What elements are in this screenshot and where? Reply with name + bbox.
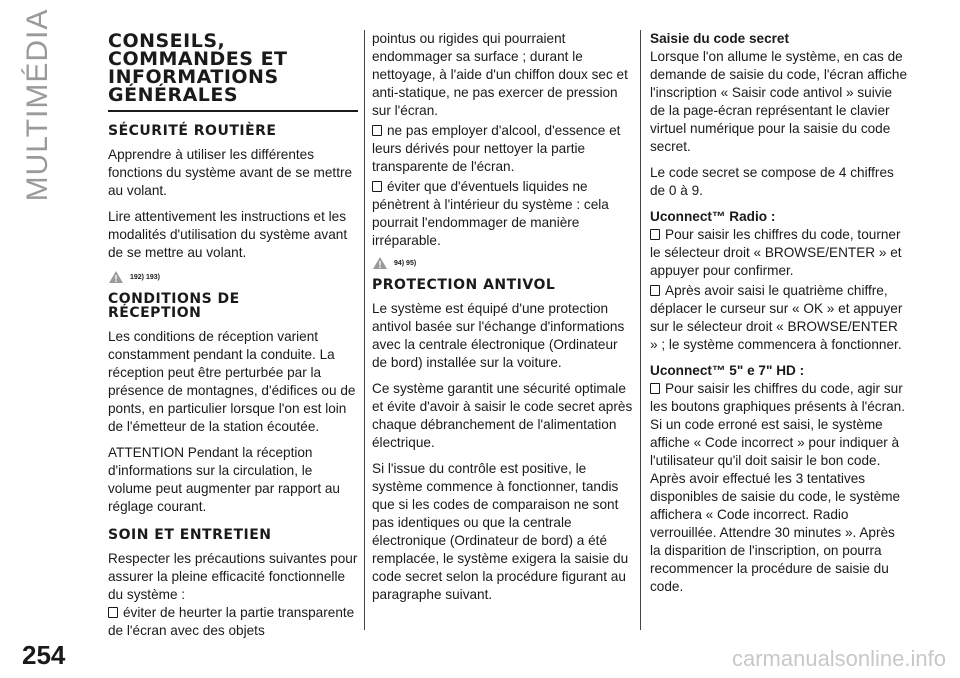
warning-refs: 192) 193) [130, 273, 160, 281]
main-title-line: COMMANDES ET [108, 48, 288, 70]
paragraph: Respecter les précautions suivantes pour assurer la pleine efficacité fonctionnelle du système : [108, 551, 358, 602]
paragraph: Si l'issue du contrôle est positive, le système commence à fonctionner, tandis que si les codes de comparaison ne sont pas identiques ou que la centrale électronique (Ordinateur de bord) a été remplacée, le système exigera la saisie du code secret selon la procédure figurant au paragraphe suivant. [372, 461, 629, 602]
bullet-item: Pour saisir les chiffres du code, agir sur les boutons graphiques présents à l'écran. [650, 380, 908, 416]
section-side-label [10, 8, 66, 202]
bullet-item: ne pas employer d'alcool, d'essence et leurs dérivés pour nettoyer la partie transparente de l'écran. [372, 122, 634, 176]
bullet-item: éviter que d'éventuels liquides ne pénètrent à l'intérieur du système : cela pourrait l'endommager de manière irréparable. [372, 178, 634, 250]
paragraph: ATTENTION Pendant la réception d'informations sur la circulation, le volume peut augmenter par rapport au réglage courant. [108, 445, 340, 514]
subheading-saisie: Saisie du code secret [650, 31, 790, 46]
section-side-label-text: MULTIMÉDIA [21, 8, 54, 202]
paragraph: Le code secret se compose de 4 chiffres de 0 à 9. [650, 165, 894, 198]
paragraph: Si un code erroné est saisi, le système affiche « Code incorrect » pour indiquer à l'utilisateur qu'il doit saisir le bon code. [650, 417, 900, 468]
heading-reception: CONDITIONS DE RÉCEPTION [108, 291, 240, 321]
heading-antivol: PROTECTION ANTIVOL [372, 277, 556, 293]
column-2 [372, 30, 634, 612]
paragraph: Ce système garantit une sécurité optimale et évite d'avoir à saisir le code secret après chaque débranchement de l'alimentation électrique. [372, 381, 633, 450]
warning-triangle-icon [372, 256, 388, 270]
subheading-uconnect-radio: Uconnect™ Radio : [650, 209, 776, 224]
paragraph: Lire attentivement les instructions et les modalités d'utilisation du système avant de se mettre au volant. [108, 209, 348, 260]
main-title [108, 32, 358, 112]
main-title-line: CONSEILS, [108, 30, 226, 52]
column-3 [650, 30, 908, 604]
heading-securite: SÉCURITÉ ROUTIÈRE [108, 123, 277, 139]
heading-soin: SOIN ET ENTRETIEN [108, 527, 272, 543]
warning-refs: 94) 95) [394, 259, 417, 267]
paragraph: pointus ou rigides qui pourraient endommager sa surface ; durant le nettoyage, à l'aide d'un chiffon doux sec et anti-statique, ne pas exercer de pression sur l'écran. [372, 31, 628, 118]
warning-reference [372, 256, 634, 270]
subheading-uconnect-hd: Uconnect™ 5" e 7" HD : [650, 363, 805, 378]
column-divider-1 [364, 30, 365, 630]
paragraph: Lorsque l'on allume le système, en cas de demande de saisie du code, l'écran affiche l'inscription « Saisir code antivol » suivie de la page-écran représentant le clavier virtuel numérique pour la saisie du code secret. [650, 49, 908, 154]
main-title-line: INFORMATIONS [108, 66, 279, 88]
main-title-line: GÉNÉRALES [108, 84, 239, 106]
page-number: 254 [22, 640, 66, 670]
paragraph: Le système est équipé d'une protection antivol basée sur l'échange d'informations avec la centrale électronique (Ordinateur de bord) installée sur la voiture. [372, 301, 625, 370]
warning-triangle-icon [108, 270, 124, 284]
bullet-item: Pour saisir les chiffres du code, tourner le sélecteur droit « BROWSE/ENTER » et appuyer pour confirmer. [650, 226, 908, 280]
paragraph: Après avoir effectué les 3 tentatives disponibles de saisie du code, le système affichera « Code incorrect. Radio verrouillée. Attendre 30 minutes ». Après la disparition de l'inscription, on pourra recommencer la procédure de saisie du code. [650, 471, 901, 594]
bullet-item: Après avoir saisi le quatrième chiffre, déplacer le curseur sur « OK » et appuyer sur le sélecteur droit « BROWSE/ENTER » ; le système commencera à fonctionner. [650, 282, 908, 354]
bullet-item: éviter de heurter la partie transparente de l'écran avec des objets [108, 604, 358, 640]
watermark: carmanualsonline.info [731, 646, 946, 671]
paragraph: Apprendre à utiliser les différentes fonctions du système avant de se mettre au volant. [108, 147, 353, 198]
warning-reference [108, 270, 358, 284]
paragraph: Les conditions de réception varient constamment pendant la conduite. La réception peut être perturbée par la présence de montagnes, d'édifices ou de ponts, en particulier lorsque l'on est loin de l'émetteur de la station écoutée. [108, 329, 356, 434]
column-divider-2 [640, 30, 641, 630]
column-1 [108, 30, 358, 642]
